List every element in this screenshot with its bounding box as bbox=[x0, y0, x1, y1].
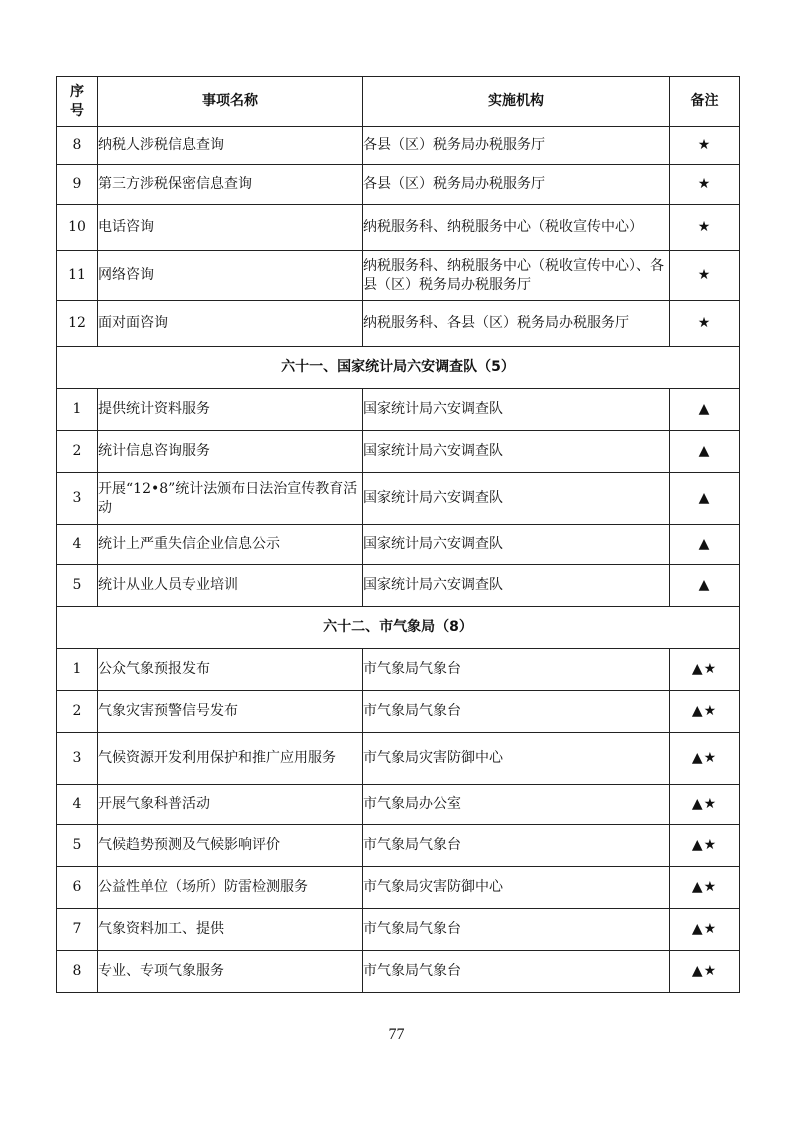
item-note-mark: ★ bbox=[670, 251, 740, 301]
item-org: 市气象局气象台 bbox=[363, 909, 670, 951]
row-number: 4 bbox=[57, 785, 98, 825]
table-row bbox=[57, 473, 740, 525]
table-header-row bbox=[57, 77, 740, 127]
item-note-mark: ▲ bbox=[670, 473, 740, 525]
group1-body bbox=[57, 127, 740, 347]
item-org: 市气象局灾害防御中心 bbox=[363, 867, 670, 909]
item-org: 各县（区）税务局办税服务厅 bbox=[363, 127, 670, 165]
item-note-mark: ★ bbox=[670, 165, 740, 205]
item-name: 面对面咨询 bbox=[98, 301, 363, 347]
item-name: 纳税人涉税信息查询 bbox=[98, 127, 363, 165]
item-name: 气象灾害预警信号发布 bbox=[98, 691, 363, 733]
row-number: 2 bbox=[57, 691, 98, 733]
table-row bbox=[57, 649, 740, 691]
table-row bbox=[57, 825, 740, 867]
item-note-mark: ▲★ bbox=[670, 951, 740, 993]
group2-body bbox=[57, 347, 740, 607]
table-row bbox=[57, 867, 740, 909]
row-number: 9 bbox=[57, 165, 98, 205]
table-row bbox=[57, 389, 740, 431]
table-row bbox=[57, 733, 740, 785]
item-note-mark: ▲ bbox=[670, 525, 740, 565]
page-number: 77 bbox=[388, 1026, 405, 1043]
item-name: 统计从业人员专业培训 bbox=[98, 565, 363, 607]
item-name: 电话咨询 bbox=[98, 205, 363, 251]
item-name: 统计上严重失信企业信息公示 bbox=[98, 525, 363, 565]
item-name: 第三方涉税保密信息查询 bbox=[98, 165, 363, 205]
header-note: 备注 bbox=[670, 77, 740, 127]
item-name: 专业、专项气象服务 bbox=[98, 951, 363, 993]
item-org: 市气象局气象台 bbox=[363, 649, 670, 691]
row-number: 6 bbox=[57, 867, 98, 909]
item-org: 国家统计局六安调查队 bbox=[363, 525, 670, 565]
item-name: 网络咨询 bbox=[98, 251, 363, 301]
group3-body bbox=[57, 607, 740, 993]
item-note-mark: ▲ bbox=[670, 431, 740, 473]
table-row bbox=[57, 951, 740, 993]
item-org: 市气象局气象台 bbox=[363, 951, 670, 993]
item-note-mark: ▲★ bbox=[670, 733, 740, 785]
item-name: 公众气象预报发布 bbox=[98, 649, 363, 691]
item-note-mark: ▲★ bbox=[670, 649, 740, 691]
section-row bbox=[57, 607, 740, 649]
item-note-mark: ▲★ bbox=[670, 909, 740, 951]
item-org: 国家统计局六安调查队 bbox=[363, 431, 670, 473]
item-name: 气候趋势预测及气候影响评价 bbox=[98, 825, 363, 867]
item-note-mark: ▲ bbox=[670, 565, 740, 607]
section-title-meteorological-bureau: 六十二、市气象局（8） bbox=[57, 607, 740, 649]
row-number: 11 bbox=[57, 251, 98, 301]
item-name: 开展气象科普活动 bbox=[98, 785, 363, 825]
row-number: 5 bbox=[57, 825, 98, 867]
item-org: 纳税服务科、各县（区）税务局办税服务厅 bbox=[363, 301, 670, 347]
item-note-mark: ▲★ bbox=[670, 785, 740, 825]
table-row bbox=[57, 127, 740, 165]
item-org: 国家统计局六安调查队 bbox=[363, 473, 670, 525]
row-number: 5 bbox=[57, 565, 98, 607]
item-org: 国家统计局六安调查队 bbox=[363, 389, 670, 431]
table-row bbox=[57, 691, 740, 733]
table-row bbox=[57, 565, 740, 607]
item-org: 市气象局气象台 bbox=[363, 825, 670, 867]
row-number: 2 bbox=[57, 431, 98, 473]
row-number: 1 bbox=[57, 389, 98, 431]
row-number: 8 bbox=[57, 951, 98, 993]
item-org: 国家统计局六安调查队 bbox=[363, 565, 670, 607]
section-title-statistics-bureau: 六十一、国家统计局六安调查队（5） bbox=[57, 347, 740, 389]
row-number: 10 bbox=[57, 205, 98, 251]
service-items-table bbox=[56, 76, 740, 993]
row-number: 12 bbox=[57, 301, 98, 347]
item-org: 市气象局办公室 bbox=[363, 785, 670, 825]
table-row bbox=[57, 525, 740, 565]
item-org: 纳税服务科、纳税服务中心（税收宣传中心）、各县（区）税务局办税服务厅 bbox=[363, 251, 670, 301]
table-row bbox=[57, 165, 740, 205]
row-number: 1 bbox=[57, 649, 98, 691]
item-note-mark: ★ bbox=[670, 301, 740, 347]
row-number: 3 bbox=[57, 473, 98, 525]
header-seq: 序号 bbox=[57, 77, 98, 127]
item-name: 开展“12•8”统计法颁布日法治宣传教育活动 bbox=[98, 473, 363, 525]
section-row bbox=[57, 347, 740, 389]
header-org: 实施机构 bbox=[363, 77, 670, 127]
item-name: 统计信息咨询服务 bbox=[98, 431, 363, 473]
row-number: 7 bbox=[57, 909, 98, 951]
item-note-mark: ▲★ bbox=[670, 825, 740, 867]
item-name: 气象资料加工、提供 bbox=[98, 909, 363, 951]
item-note-mark: ▲★ bbox=[670, 867, 740, 909]
item-org: 市气象局气象台 bbox=[363, 691, 670, 733]
item-org: 市气象局灾害防御中心 bbox=[363, 733, 670, 785]
item-name: 提供统计资料服务 bbox=[98, 389, 363, 431]
table-row bbox=[57, 251, 740, 301]
item-name: 气候资源开发利用保护和推广应用服务 bbox=[98, 733, 363, 785]
row-number: 3 bbox=[57, 733, 98, 785]
item-note-mark: ▲ bbox=[670, 389, 740, 431]
item-org: 纳税服务科、纳税服务中心（税收宣传中心） bbox=[363, 205, 670, 251]
item-note-mark: ▲★ bbox=[670, 691, 740, 733]
header-name: 事项名称 bbox=[98, 77, 363, 127]
table-row bbox=[57, 431, 740, 473]
item-note-mark: ★ bbox=[670, 127, 740, 165]
item-org: 各县（区）税务局办税服务厅 bbox=[363, 165, 670, 205]
table-row bbox=[57, 785, 740, 825]
row-number: 4 bbox=[57, 525, 98, 565]
table-row bbox=[57, 301, 740, 347]
item-name: 公益性单位（场所）防雷检测服务 bbox=[98, 867, 363, 909]
row-number: 8 bbox=[57, 127, 98, 165]
table-row bbox=[57, 909, 740, 951]
item-note-mark: ★ bbox=[670, 205, 740, 251]
table-row bbox=[57, 205, 740, 251]
